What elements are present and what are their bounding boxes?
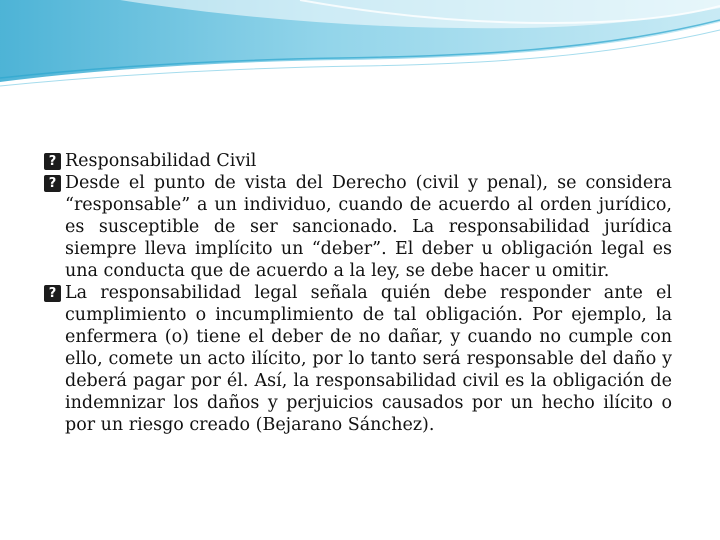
bullet-text: Responsabilidad Civil [65, 151, 257, 171]
missing-glyph-icon [44, 153, 61, 170]
header-wave-decoration [0, 0, 720, 90]
bullet-item [44, 282, 672, 436]
bullet-text: Desde el punto de vista del Derecho (civil y penal), se considera “responsable” a un individuo, cuando de acuerdo al orden jurídico, es susceptible de ser sancionado. La responsabilidad jurídica siempre lleva implícito un “deber”. El deber u obligación legal es una conducta que de acuerdo a la ley, se debe hacer u omitir. [65, 173, 672, 281]
missing-glyph-icon [44, 175, 61, 192]
slide-body [44, 150, 672, 436]
bullet-text: La responsabilidad legal señala quién debe responder ante el cumplimiento o incumplimiento de tal obligación. Por ejemplo, la enfermera (o) tiene el deber de no dañar, y cuando no cumple con ello, comete un acto ilícito, por lo tanto será responsable del daño y deberá pagar por él. Así, la responsabilidad civil es la obligación de indemnizar los daños y perjuicios causados por un hecho ilícito o por un riesgo creado (Bejarano Sánchez). [65, 283, 672, 435]
missing-glyph-icon [44, 285, 61, 302]
bullet-item [44, 150, 672, 172]
bullet-item [44, 172, 672, 282]
